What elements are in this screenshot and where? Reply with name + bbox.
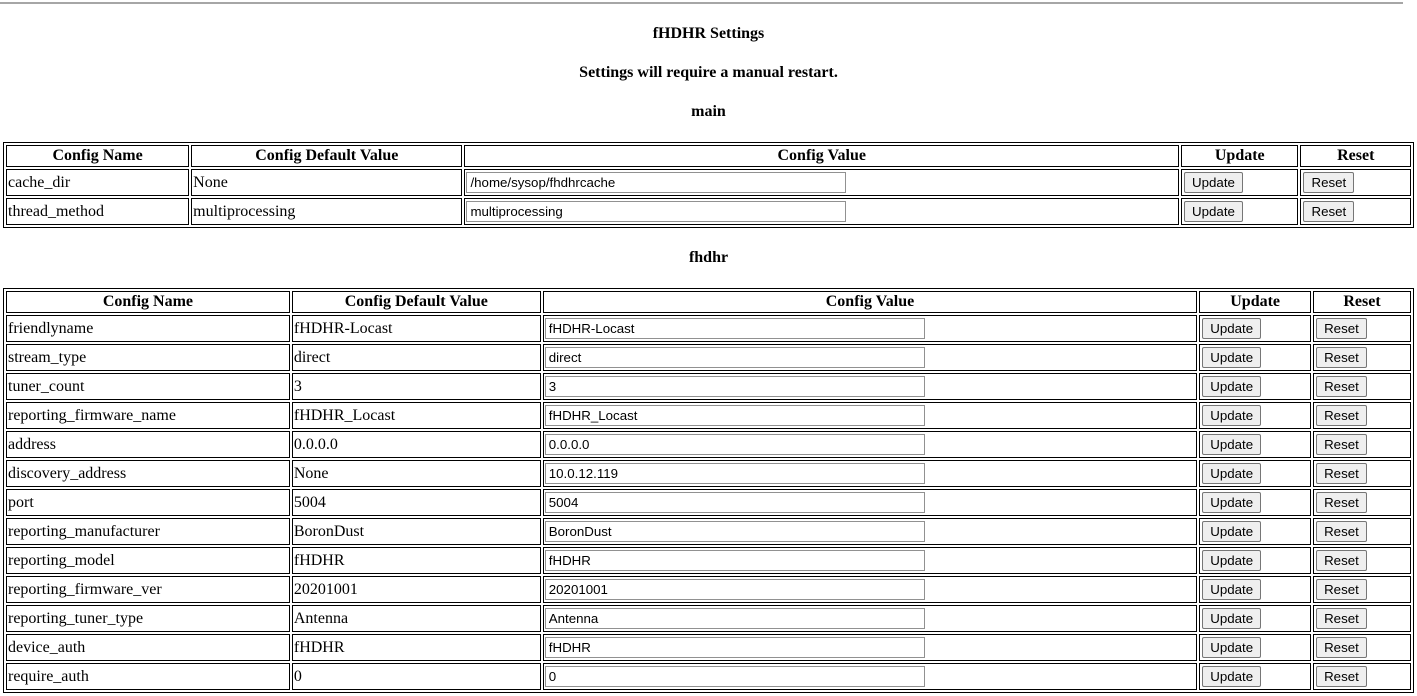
config-name-cell: reporting_manufacturer [6,518,290,545]
config-name-cell: thread_method [6,198,189,225]
reset-cell [1313,605,1411,632]
config-value-cell [543,576,1197,603]
reset-cell [1313,373,1411,400]
table-row [6,518,1411,545]
update-button[interactable]: Update [1202,318,1261,339]
update-button[interactable]: Update [1202,434,1261,455]
config-default-value-cell: direct [292,344,541,371]
reset-cell [1313,518,1411,545]
reset-button[interactable]: Reset [1316,492,1367,513]
update-cell [1199,431,1311,458]
settings-table [3,142,1414,228]
section-title: main [691,103,726,120]
table-header-row [6,291,1411,313]
reset-button[interactable]: Reset [1303,172,1354,193]
table-row [6,605,1411,632]
reset-cell [1313,663,1411,690]
table-row [6,460,1411,487]
update-cell [1199,315,1311,342]
table-row [6,169,1411,196]
config-default-value-cell: 5004 [292,489,541,516]
config-value-input[interactable] [545,579,925,600]
update-cell [1199,489,1311,516]
window-top-edge [0,2,1403,4]
config-name-cell: stream_type [6,344,290,371]
update-cell [1181,198,1298,225]
reset-button[interactable]: Reset [1316,463,1367,484]
update-button[interactable]: Update [1202,463,1261,484]
update-button[interactable]: Update [1184,201,1243,222]
update-cell [1199,576,1311,603]
config-value-input[interactable] [545,463,925,484]
table-row [6,576,1411,603]
config-value-input[interactable] [545,318,925,339]
reset-cell [1313,402,1411,429]
config-default-value-cell: multiprocessing [191,198,462,225]
config-default-value-cell: None [191,169,462,196]
reset-cell [1313,547,1411,574]
update-cell [1199,605,1311,632]
settings-table [3,288,1414,693]
update-cell [1199,547,1311,574]
config-value-input[interactable] [545,405,925,426]
update-cell [1199,344,1311,371]
update-cell [1181,169,1298,196]
update-cell [1199,402,1311,429]
reset-cell [1313,315,1411,342]
config-name-cell: reporting_firmware_name [6,402,290,429]
config-name-cell: device_auth [6,634,290,661]
reset-cell [1300,198,1411,225]
reset-button[interactable]: Reset [1316,608,1367,629]
column-header-config-default-value: Config Default Value [292,291,541,313]
column-header-update: Update [1181,145,1298,167]
config-value-cell [543,402,1197,429]
config-name-cell: port [6,489,290,516]
update-button[interactable]: Update [1202,637,1261,658]
config-default-value-cell: 20201001 [292,576,541,603]
update-cell [1199,518,1311,545]
config-default-value-cell: 0 [292,663,541,690]
config-name-cell: friendlyname [6,315,290,342]
page-subtitle: Settings will require a manual restart. [579,64,838,81]
config-value-cell [543,663,1197,690]
reset-button[interactable]: Reset [1316,579,1367,600]
config-name-cell: reporting_tuner_type [6,605,290,632]
settings-section [3,103,1414,228]
section-title: fhdhr [688,249,729,266]
reset-cell [1313,460,1411,487]
config-value-cell [543,460,1197,487]
reset-button[interactable]: Reset [1316,376,1367,397]
config-value-input[interactable] [545,376,925,397]
config-default-value-cell: 3 [292,373,541,400]
config-name-cell: reporting_model [6,547,290,574]
config-name-cell: discovery_address [6,460,290,487]
update-button[interactable]: Update [1202,550,1261,571]
update-button[interactable]: Update [1202,376,1261,397]
update-button[interactable]: Update [1184,172,1243,193]
config-value-cell [543,315,1197,342]
column-header-reset: Reset [1313,291,1411,313]
column-header-config-name: Config Name [6,145,189,167]
column-header-config-value: Config Value [464,145,1179,167]
update-cell [1199,460,1311,487]
reset-button[interactable]: Reset [1316,347,1367,368]
update-button[interactable]: Update [1202,666,1261,687]
config-value-input[interactable] [545,666,925,687]
config-value-input[interactable] [545,550,925,571]
table-row [6,344,1411,371]
config-value-input[interactable] [545,637,925,658]
config-default-value-cell: fHDHR_Locast [292,402,541,429]
sections-container [3,103,1414,693]
reset-button[interactable]: Reset [1316,637,1367,658]
config-default-value-cell: None [292,460,541,487]
reset-cell [1300,169,1411,196]
reset-button[interactable]: Reset [1316,550,1367,571]
reset-cell [1313,489,1411,516]
table-row [6,489,1411,516]
column-header-update: Update [1199,291,1311,313]
table-header-row [6,145,1411,167]
reset-cell [1313,344,1411,371]
update-button[interactable]: Update [1202,579,1261,600]
config-value-cell [543,373,1197,400]
config-default-value-cell: fHDHR [292,547,541,574]
config-value-input[interactable] [466,201,846,222]
reset-button[interactable]: Reset [1316,666,1367,687]
reset-button[interactable]: Reset [1316,318,1367,339]
config-value-input[interactable] [466,172,846,193]
config-value-input[interactable] [545,434,925,455]
table-row [6,402,1411,429]
update-button[interactable]: Update [1202,347,1261,368]
table-row [6,663,1411,690]
column-header-config-value: Config Value [543,291,1197,313]
reset-button[interactable]: Reset [1316,405,1367,426]
table-row [6,431,1411,458]
config-value-cell [464,169,1179,196]
config-default-value-cell: fHDHR-Locast [292,315,541,342]
settings-page [0,25,1417,696]
config-value-input[interactable] [545,521,925,542]
config-value-input[interactable] [545,608,925,629]
config-value-cell [464,198,1179,225]
update-button[interactable]: Update [1202,492,1261,513]
config-name-cell: address [6,431,290,458]
config-name-cell: tuner_count [6,373,290,400]
table-row [6,547,1411,574]
update-button[interactable]: Update [1202,405,1261,426]
config-name-cell: cache_dir [6,169,189,196]
reset-button[interactable]: Reset [1316,521,1367,542]
column-header-reset: Reset [1300,145,1411,167]
update-cell [1199,663,1311,690]
config-default-value-cell: BoronDust [292,518,541,545]
reset-button[interactable]: Reset [1316,434,1367,455]
column-header-config-default-value: Config Default Value [191,145,462,167]
settings-section [3,249,1414,693]
update-button[interactable]: Update [1202,608,1261,629]
config-value-cell [543,518,1197,545]
config-name-cell: require_auth [6,663,290,690]
update-cell [1199,373,1311,400]
reset-cell [1313,634,1411,661]
config-default-value-cell: 0.0.0.0 [292,431,541,458]
config-value-cell [543,605,1197,632]
column-header-config-name: Config Name [6,291,290,313]
config-value-cell [543,431,1197,458]
config-default-value-cell: Antenna [292,605,541,632]
update-button[interactable]: Update [1202,521,1261,542]
reset-cell [1313,576,1411,603]
config-default-value-cell: fHDHR [292,634,541,661]
table-row [6,315,1411,342]
config-value-input[interactable] [545,347,925,368]
config-value-cell [543,547,1197,574]
reset-cell [1313,431,1411,458]
update-cell [1199,634,1311,661]
reset-button[interactable]: Reset [1303,201,1354,222]
page-title: fHDHR Settings [652,25,765,42]
table-row [6,373,1411,400]
table-row [6,198,1411,225]
config-value-cell [543,634,1197,661]
config-value-cell [543,489,1197,516]
table-row [6,634,1411,661]
config-name-cell: reporting_firmware_ver [6,576,290,603]
config-value-input[interactable] [545,492,925,513]
config-value-cell [543,344,1197,371]
